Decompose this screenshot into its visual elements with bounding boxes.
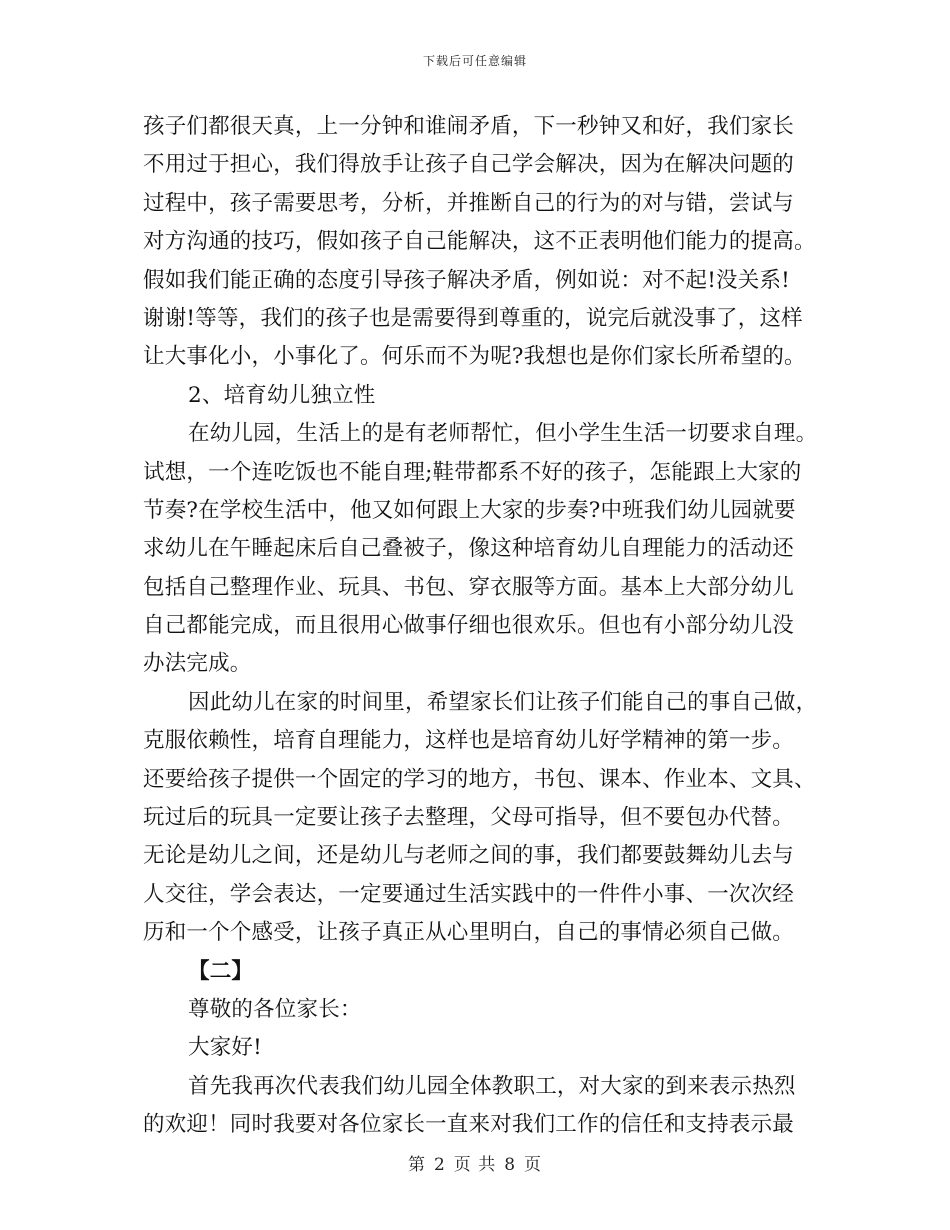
text-line: 玩过后的玩具一定要让孩子去整理，父母可指导，但不要包办代替。 [143,805,795,831]
text-line: 对方沟通的技巧，假如孩子自己能解决，这不正表明他们能力的提高。 [143,229,816,255]
text-line: 求幼儿在午睡起床后自己叠被子，像这种培育幼儿自理能力的活动还 [143,536,795,562]
current-page-number: 2 [433,1155,446,1175]
text-line: 试想，一个连吃饭也不能自理;鞋带都系不好的孩子，怎能跟上大家的 [143,459,802,485]
text-line: 在幼儿园，生活上的是有老师帮忙，但小学生生活一切要求自理。 [188,421,818,447]
text-line: 因此幼儿在家的时间里，希望家长们让孩子们能自己的事自己做， [188,689,818,715]
text-line: 克服依赖性，培育自理能力，这样也是培育幼儿好学精神的第一步。 [143,728,795,754]
total-page-count: 8 [504,1155,517,1175]
text-line: 历和一个个感受，让孩子真正从心里明白，自己的事情必须自己做。 [143,920,795,946]
text-line: 无论是幼儿之间，还是幼儿与老师之间的事，我们都要鼓舞幼儿去与 [143,843,795,869]
footer-middle: 页 共 [453,1155,497,1175]
text-line: 过程中，孩子需要思考，分析，并推断自己的行为的对与错，尝试与 [143,190,795,216]
text-line: 谢谢!等等，我们的孩子也是需要得到尊重的，说完后就没事了，这样 [143,305,803,331]
greeting: 大家好! [188,1035,262,1061]
text-line: 办法完成。 [143,651,252,677]
salutation: 尊敬的各位家长： [188,996,362,1022]
section-marker: 【二】 [188,958,254,984]
text-line: 的欢迎！同时我要对各位家长一直来对我们工作的信任和支持表示最 [143,1112,795,1138]
footer-prefix: 第 [407,1155,426,1175]
footer-suffix: 页 [524,1155,543,1175]
page-footer [0,1150,950,1175]
text-line: 包括自己整理作业、玩具、书包、穿衣服等方面。基本上大部分幼儿 [143,574,795,600]
text-line: 假如我们能正确的态度引导孩子解决矛盾，例如说：对不起!没关系! [143,267,790,293]
text-line: 人交往，学会表达，一定要通过生活实践中的一件件小事、一次次经 [143,881,795,907]
text-line: 首先我再次代表我们幼儿园全体教职工，对大家的到来表示热烈 [188,1073,796,1099]
text-line: 还要给孩子提供一个固定的学习的地方，书包、课本、作业本、文具、 [143,766,816,792]
text-line: 孩子们都很天真，上一分钟和谁闹矛盾，下一秒钟又和好，我们家长 [143,114,795,139]
document-body [143,108,823,1145]
text-line: 不用过于担心，我们得放手让孩子自己学会解决，因为在解决问题的 [143,152,795,178]
text-line: 让大事化小，小事化了。何乐而不为呢?我想也是你们家长所希望的。 [143,344,806,370]
section-heading: 2、培育幼儿独立性 [188,382,376,408]
page-header-note: 下载后可任意编辑 [422,54,527,68]
text-line: 节奏?在学校生活中，他又如何跟上大家的步奏?中班我们幼儿园就要 [143,497,796,523]
text-line: 自己都能完成，而且很用心做事仔细也很欢乐。但也有小部分幼儿没 [143,613,795,639]
